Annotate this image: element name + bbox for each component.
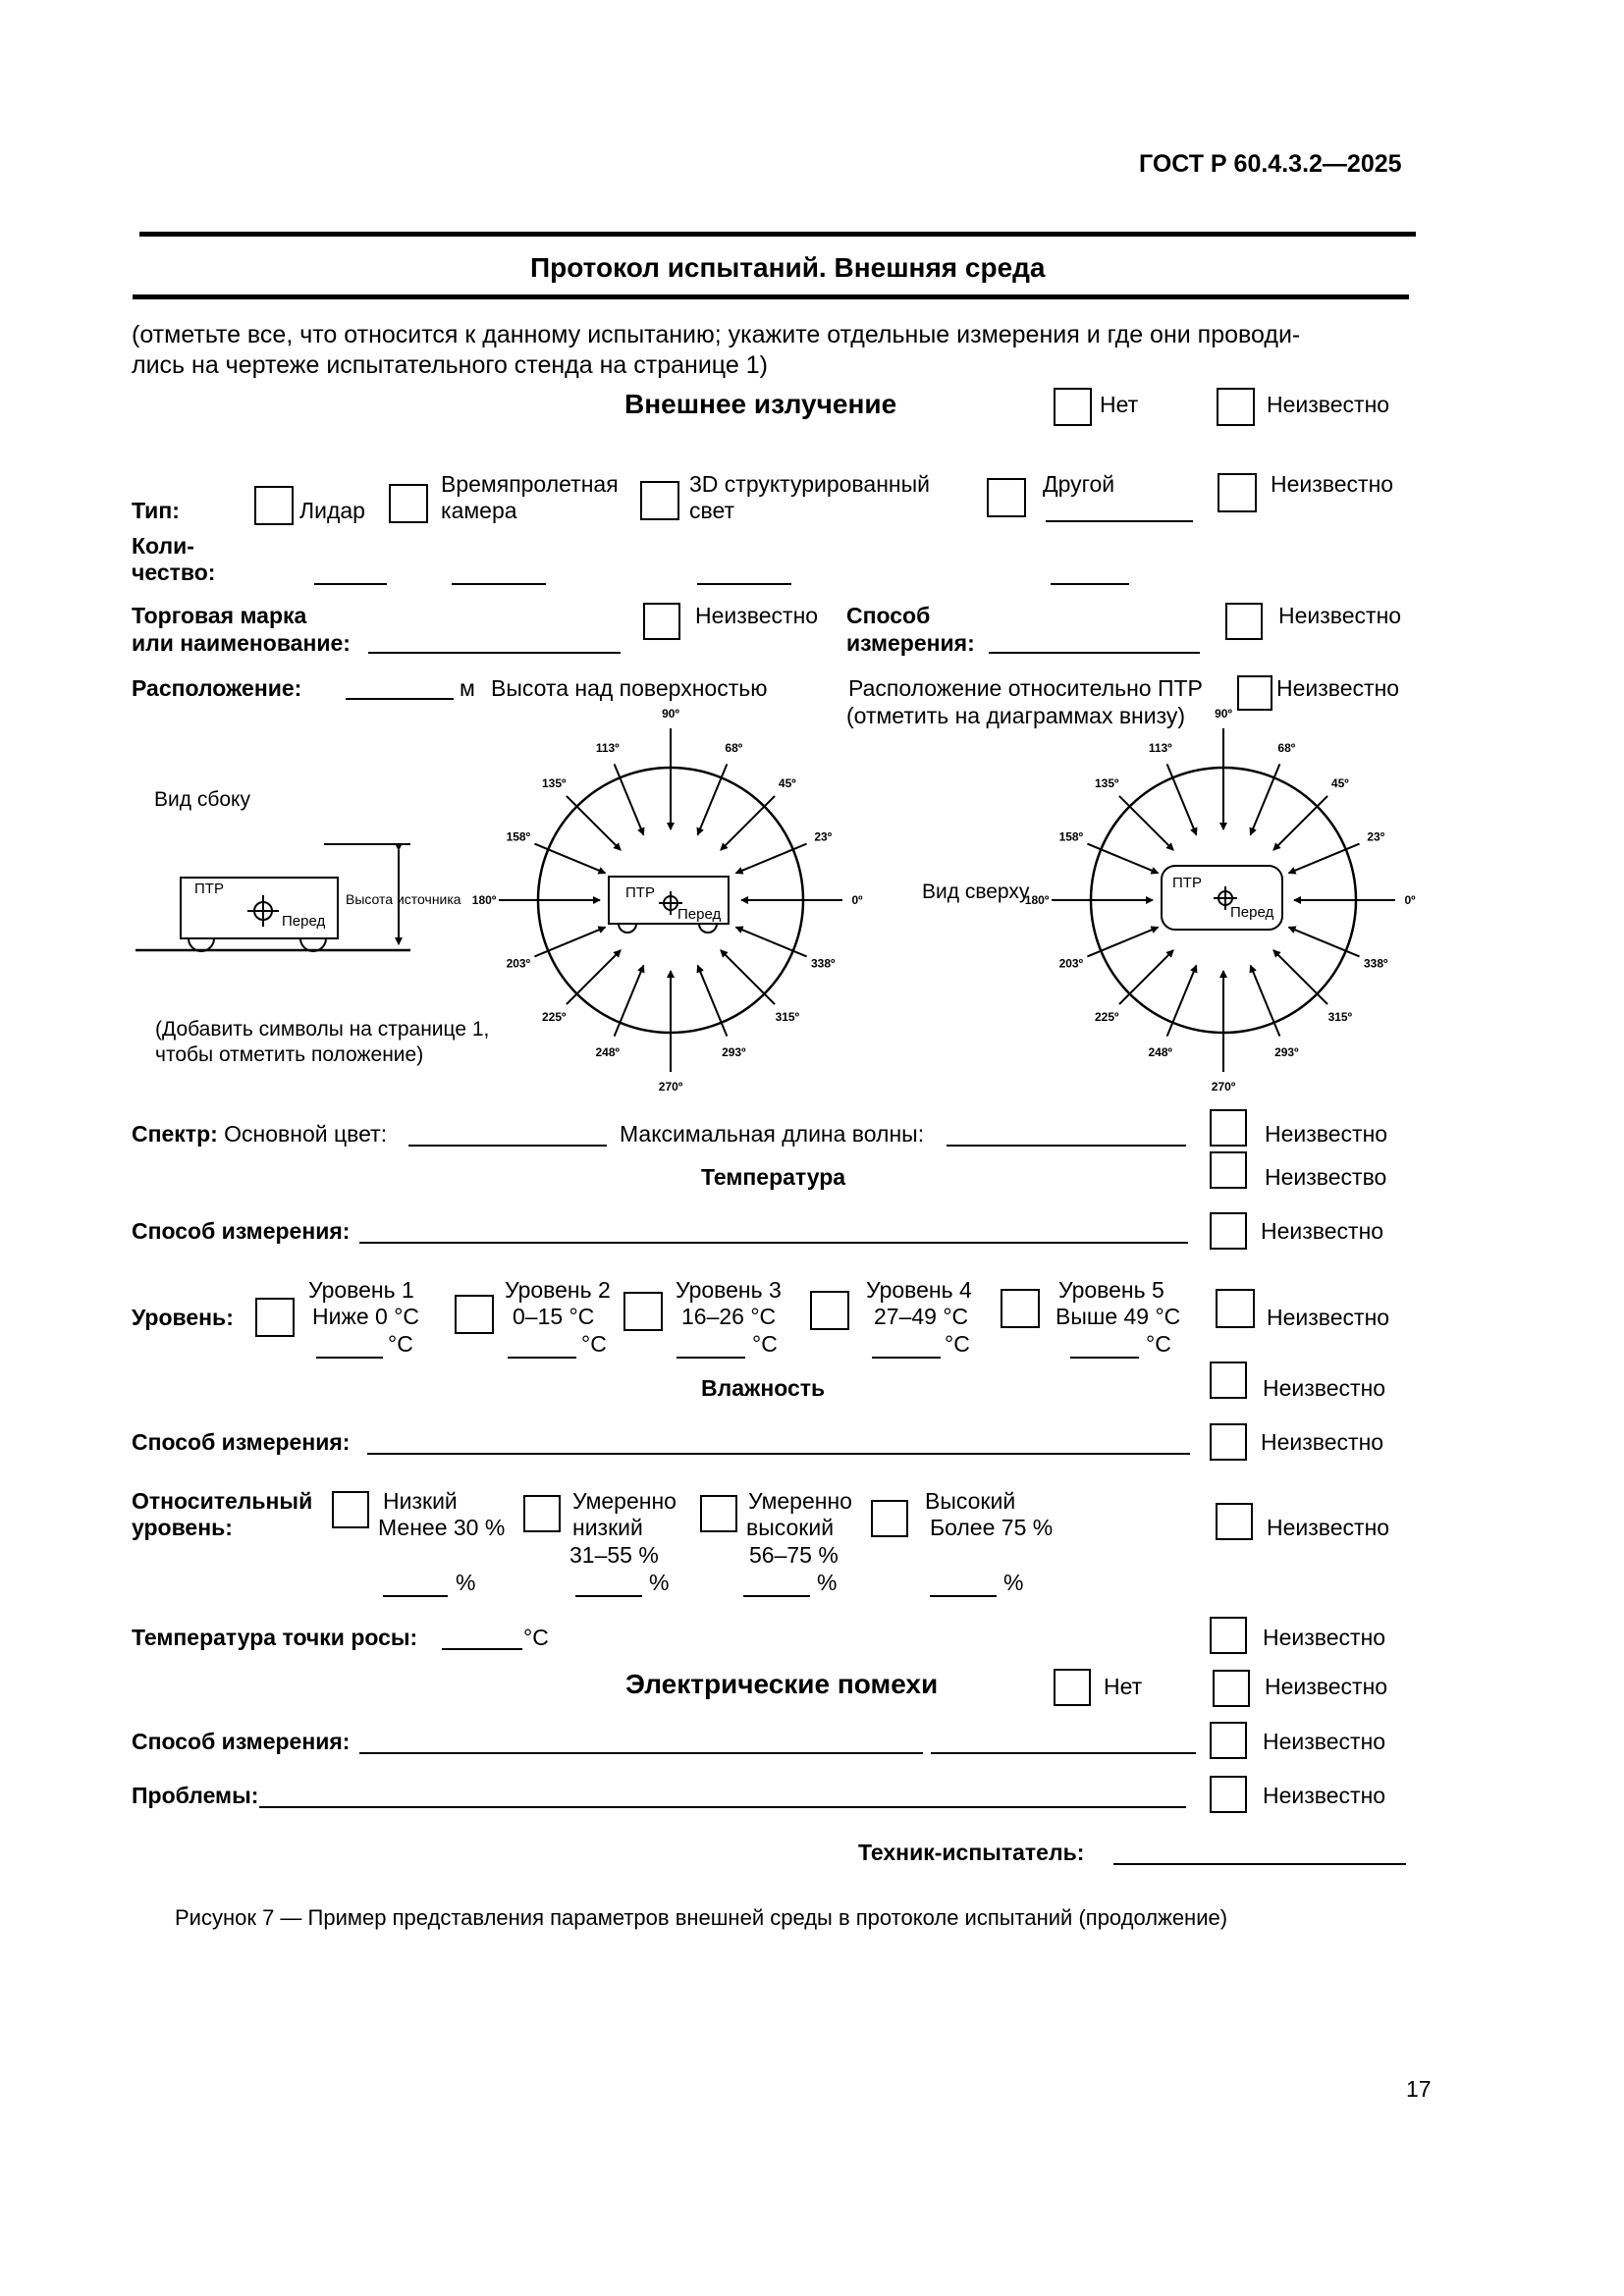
measure-method-label-2: измерения: (846, 630, 975, 656)
problems-unknown-checkbox[interactable] (1210, 1776, 1247, 1813)
hum-level-1-field[interactable] (383, 1595, 448, 1597)
humidity-relative-label-1: Относительный (132, 1488, 313, 1514)
hum-level-2-label-3: 31–55 % (569, 1542, 659, 1568)
humidity-method-unknown-checkbox[interactable] (1210, 1423, 1247, 1461)
form-title: Протокол испытаний. Внешняя среда (530, 252, 1046, 283)
humidity-heading-unknown-label: Неизвестно (1263, 1375, 1386, 1401)
electrical-unknown-checkbox[interactable] (1213, 1670, 1250, 1707)
side-compass-angle-label-11: 248º (595, 1045, 620, 1060)
temp-level-4-label-1: Уровень 4 (866, 1277, 972, 1303)
temp-level-5-label-2: Выше 49 °С (1056, 1304, 1181, 1329)
top-compass-arrow-14 (1273, 950, 1327, 1004)
relative-location-unknown-label: Неизвестно (1276, 675, 1400, 701)
temperature-method-unknown-checkbox[interactable] (1210, 1212, 1247, 1250)
electrical-method-field-2[interactable] (931, 1752, 1196, 1754)
temp-level-2-checkbox[interactable] (455, 1295, 494, 1334)
relative-location-label-1: Расположение относительно ПТР (848, 675, 1203, 701)
temp-level-4-label-2: 27–49 °С (874, 1304, 969, 1329)
radiation-unknown-label: Неизвестно (1267, 392, 1390, 417)
side-compass-angle-label-10: 225º (542, 1009, 567, 1024)
diagram-svg (0, 0, 1624, 1109)
type-unknown-label: Неизвестно (1271, 471, 1394, 497)
type-structured-light-label-2: свет (689, 498, 735, 523)
hum-level-unknown-label: Неизвестно (1267, 1515, 1390, 1540)
radiation-heading: Внешнее излучение (624, 389, 897, 419)
radiation-no-label: Нет (1100, 392, 1139, 417)
dew-point-unit: °С (523, 1625, 549, 1650)
temp-level-5-checkbox[interactable] (1001, 1289, 1040, 1328)
temp-level-1-label-2: Ниже 0 °С (312, 1304, 420, 1329)
spectrum-row (132, 1121, 387, 1148)
hum-level-3-field[interactable] (743, 1595, 810, 1597)
hum-level-2-label-1: Умеренно (572, 1488, 677, 1514)
dew-point-label: Температура точки росы: (132, 1625, 418, 1650)
hum-level-1-label-2: Менее 30 % (378, 1515, 506, 1540)
hum-level-2-unit: % (649, 1570, 670, 1595)
humidity-heading-unknown-checkbox[interactable] (1210, 1362, 1247, 1399)
temp-level-3-checkbox[interactable] (623, 1292, 663, 1331)
temperature-method-label: Способ измерения: (132, 1218, 351, 1244)
compass-front-label: Перед (677, 906, 722, 923)
side-compass-arrow-10 (567, 950, 621, 1004)
side-compass-angle-label-12: 270º (658, 1080, 683, 1094)
temp-level-2-field[interactable] (508, 1357, 576, 1359)
top-compass-angle-label-3: 68º (1277, 740, 1296, 755)
side-front-label: Перед (282, 913, 326, 930)
top-front-label: Перед (1230, 904, 1274, 921)
temp-level-5-label-1: Уровень 5 (1058, 1277, 1164, 1303)
temperature-heading-unknown-label: Неизвество (1265, 1164, 1387, 1190)
electrical-no-label: Нет (1104, 1674, 1143, 1699)
electrical-method-unknown-label: Неизвестно (1263, 1729, 1386, 1754)
temp-level-3-unit: °С (752, 1331, 778, 1357)
top-compass-angle-label-8: 180º (1024, 893, 1050, 907)
top-compass-angle-label-15: 338º (1364, 956, 1388, 971)
electrical-method-label: Способ измерения: (132, 1729, 351, 1754)
type-lidar-label: Лидар (299, 498, 365, 523)
intro-line-1: (отметьте все, что относится к данному испытанию; укажите отдельные измерения и где они проводи- (132, 321, 1301, 348)
top-compass-arrow-2 (1273, 796, 1327, 850)
page-number: 17 (1406, 2076, 1432, 2102)
hum-level-3-label-1: Умеренно (748, 1488, 852, 1514)
electrical-method-field-1[interactable] (359, 1752, 923, 1754)
temp-level-5-field[interactable] (1070, 1357, 1139, 1359)
temp-level-2-label-2: 0–15 °С (513, 1304, 595, 1329)
temp-level-4-unit: °С (945, 1331, 970, 1357)
side-compass-arrow-2 (721, 796, 775, 850)
spectrum-unknown-label: Неизвестно (1265, 1121, 1388, 1147)
top-compass-angle-label-12: 270º (1211, 1080, 1236, 1094)
side-compass-angle-label-0: 0º (851, 893, 863, 907)
spectrum-wavelength-label: Максимальная длина волны: (620, 1121, 925, 1147)
side-compass-arrow-14 (721, 950, 775, 1004)
top-compass (1025, 707, 1416, 1094)
side-compass-angle-label-9: 203º (506, 956, 530, 971)
hum-level-4-checkbox[interactable] (871, 1500, 908, 1537)
temp-level-3-label-1: Уровень 3 (676, 1277, 782, 1303)
temperature-heading: Температура (701, 1164, 846, 1190)
side-robot-label: ПТР (194, 881, 224, 897)
type-tof-label-1: Времяпролетная (441, 471, 619, 497)
hum-level-4-unit: % (1003, 1570, 1024, 1595)
technician-label: Техник-испытатель: (858, 1840, 1085, 1865)
temp-level-1-label-1: Уровень 1 (308, 1277, 414, 1303)
electrical-unknown-label: Неизвестно (1265, 1674, 1388, 1699)
temp-level-1-checkbox[interactable] (255, 1298, 295, 1337)
top-compass-angle-label-7: 158º (1058, 829, 1083, 844)
type-tof-label-2: камера (441, 498, 517, 523)
temp-level-4-field[interactable] (872, 1357, 941, 1359)
dew-point-field[interactable] (442, 1648, 522, 1650)
hum-level-3-label-2: высокий (746, 1515, 835, 1540)
relative-location-label-2: (отметить на диаграммах внизу) (846, 703, 1186, 728)
measure-method-label-1: Способ (846, 603, 931, 628)
hum-level-3-unit: % (817, 1570, 838, 1595)
top-compass-angle-label-2: 45º (1330, 776, 1349, 791)
technician-field[interactable] (1113, 1863, 1406, 1865)
brand-label-2: или наименование: (132, 630, 351, 656)
temp-level-4-checkbox[interactable] (810, 1291, 849, 1330)
brand-unknown-label: Неизвестно (695, 603, 819, 628)
top-compass-arrow-10 (1119, 950, 1173, 1004)
humidity-method-field[interactable] (367, 1453, 1190, 1455)
hum-level-2-checkbox[interactable] (523, 1495, 561, 1532)
temperature-heading-unknown-checkbox[interactable] (1210, 1151, 1247, 1189)
side-compass (472, 707, 863, 1094)
quantity-label-2: чество: (132, 560, 216, 585)
hum-level-2-label-2: низкий (572, 1515, 643, 1540)
hum-level-1-label-1: Низкий (383, 1488, 458, 1514)
hum-level-4-label-1: Высокий (925, 1488, 1016, 1514)
dew-point-unknown-label: Неизвестно (1263, 1625, 1386, 1650)
quantity-label-1: Коли- (132, 533, 194, 559)
intro-line-2: лись на чертеже испытательного стенда на странице 1) (132, 351, 768, 379)
electrical-method-unknown-checkbox[interactable] (1210, 1722, 1247, 1759)
hum-level-1-checkbox[interactable] (332, 1491, 369, 1528)
spectrum-wavelength-field[interactable] (947, 1145, 1186, 1147)
side-view-label: Вид сбоку (154, 788, 250, 811)
problems-unknown-label: Неизвестно (1263, 1783, 1386, 1808)
temp-level-5-unit: °С (1146, 1331, 1171, 1357)
type-other-label: Другой (1043, 471, 1115, 497)
electrical-heading: Электрические помехи (625, 1669, 939, 1699)
spectrum-label: Спектр: (132, 1121, 218, 1147)
top-compass-angle-label-13: 293º (1274, 1045, 1299, 1060)
temp-level-2-label-1: Уровень 2 (505, 1277, 611, 1303)
hum-level-unknown-checkbox[interactable] (1216, 1503, 1253, 1540)
spectrum-main-color-field[interactable] (408, 1145, 607, 1147)
temp-level-3-field[interactable] (677, 1357, 745, 1359)
humidity-method-label: Способ измерения: (132, 1429, 351, 1455)
humidity-relative-label-2: уровень: (132, 1515, 233, 1540)
top-compass-angle-label-4: 90º (1215, 707, 1232, 721)
spectrum-main-color-label: Основной цвет: (224, 1121, 388, 1147)
temperature-level-label: Уровень: (132, 1305, 234, 1330)
problems-label: Проблемы: (132, 1783, 259, 1808)
temperature-method-unknown-label: Неизвестно (1261, 1218, 1384, 1244)
temp-level-2-unit: °С (581, 1331, 607, 1357)
top-compass-angle-label-14: 315º (1327, 1009, 1352, 1024)
temperature-method-field[interactable] (359, 1242, 1188, 1244)
top-compass-angle-label-9: 203º (1058, 956, 1083, 971)
top-compass-angle-label-5: 113º (1148, 740, 1172, 755)
top-compass-angle-label-1: 23º (1367, 829, 1385, 844)
spectrum-unknown-checkbox[interactable] (1210, 1109, 1247, 1147)
source-height-label: Высота источника (346, 891, 461, 907)
side-compass-angle-label-15: 338º (811, 956, 836, 971)
side-compass-angle-label-6: 135º (542, 776, 567, 791)
top-compass-angle-label-6: 135º (1095, 776, 1119, 791)
electrical-no-checkbox[interactable] (1054, 1669, 1091, 1706)
top-compass-angle-label-11: 248º (1148, 1045, 1172, 1060)
hum-level-4-label-2: Более 75 % (930, 1515, 1054, 1540)
side-compass-angle-label-2: 45º (778, 776, 796, 791)
figure-caption: Рисунок 7 — Пример представления параметров внешней среды в протоколе испытаний (продолжение) (175, 1905, 1228, 1930)
hum-level-2-field[interactable] (575, 1595, 642, 1597)
side-compass-angle-label-4: 90º (662, 707, 679, 721)
top-compass-angle-label-0: 0º (1404, 893, 1416, 907)
hum-level-3-checkbox[interactable] (700, 1495, 737, 1532)
side-view-vehicle (135, 878, 410, 951)
temp-level-1-unit: °С (388, 1331, 413, 1357)
document-number: ГОСТ Р 60.4.3.2—2025 (1139, 150, 1402, 178)
side-compass-angle-label-1: 23º (814, 829, 833, 844)
top-compass-angle-label-10: 225º (1095, 1009, 1119, 1024)
hum-level-4-field[interactable] (930, 1595, 997, 1597)
temp-level-unknown-checkbox[interactable] (1216, 1289, 1255, 1328)
brand-label-1: Торговая марка (132, 603, 307, 628)
hum-level-1-unit: % (456, 1570, 476, 1595)
compass-robot-label: ПТР (625, 884, 655, 901)
temp-level-3-label-2: 16–26 °С (681, 1304, 777, 1329)
side-compass-angle-label-13: 293º (722, 1045, 746, 1060)
side-compass-angle-label-14: 315º (775, 1009, 799, 1024)
humidity-heading: Влажность (701, 1375, 826, 1401)
measure-method-unknown-label: Неизвестно (1278, 603, 1402, 628)
side-compass-angle-label-8: 180º (471, 893, 497, 907)
location-height-text: Высота над поверхностью (491, 675, 768, 701)
diagram-note-1: (Добавить символы на странице 1, (155, 1018, 490, 1041)
location-unit-m: м (460, 675, 475, 701)
side-compass-angle-label-7: 158º (506, 829, 530, 844)
source-height-indicator (324, 844, 461, 944)
humidity-method-unknown-label: Неизвестно (1261, 1429, 1384, 1455)
location-label: Расположение: (132, 675, 302, 701)
top-robot-label: ПТР (1172, 875, 1202, 891)
side-compass-angle-label-3: 68º (725, 740, 743, 755)
temp-level-1-field[interactable] (316, 1357, 383, 1359)
dew-point-unknown-checkbox[interactable] (1210, 1617, 1247, 1654)
type-label: Тип: (132, 498, 180, 523)
side-compass-arrow-6 (567, 796, 621, 850)
type-structured-light-label-1: 3D структурированный (689, 471, 930, 497)
temp-level-unknown-label: Неизвестно (1267, 1305, 1390, 1330)
top-view-label: Вид сверху (922, 881, 1030, 903)
diagram-note-2: чтобы отметить положение) (155, 1043, 424, 1066)
hum-level-3-label-3: 56–75 % (749, 1542, 839, 1568)
side-compass-angle-label-5: 113º (595, 740, 620, 755)
problems-field[interactable] (259, 1806, 1186, 1808)
top-compass-arrow-6 (1119, 796, 1173, 850)
